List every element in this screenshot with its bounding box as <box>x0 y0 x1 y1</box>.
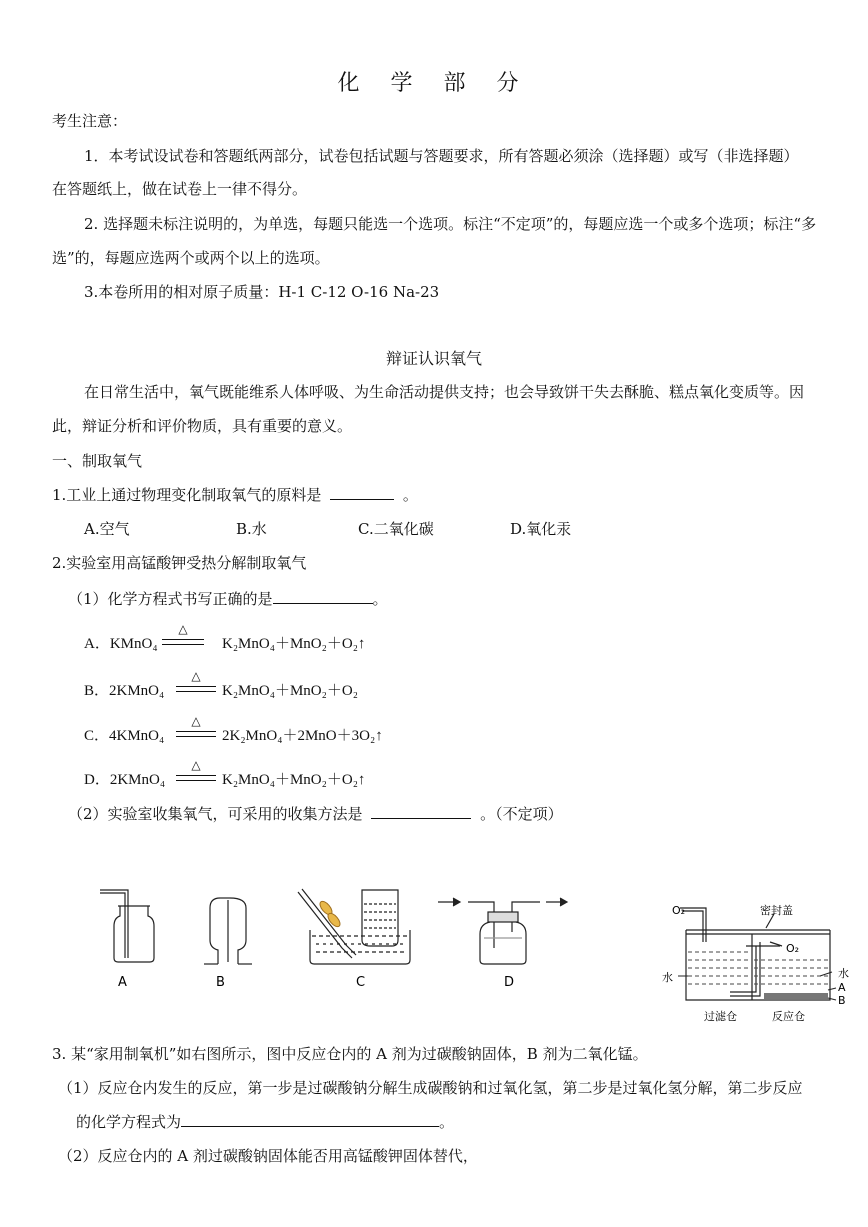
apparatus-d-bottle <box>438 898 567 964</box>
q2-opt-b-equals <box>176 686 216 692</box>
notice-item2-line2: 选”的，每题应选两个或两个以上的选项。 <box>52 249 330 267</box>
machine-label-b: B <box>838 994 846 1007</box>
q2-opt-a-right: K₂MnO₄＋MnO₂＋O₂↑ <box>222 636 366 652</box>
water-fill <box>688 952 828 984</box>
q2-opt-b-triangle: △ <box>191 669 201 683</box>
q2-opt-a-left: A．KMnO₄ <box>84 636 158 652</box>
q1-option-d: D.氧化汞 <box>510 520 572 538</box>
q2-opt-d-triangle: △ <box>191 758 201 772</box>
q2-stem: 2.实验室用高锰酸钾受热分解制取氧气 <box>52 554 307 572</box>
intro-line1: 在日常生活中，氧气既能维系人体呼吸、为生命活动提供支持；也会导致饼干失去酥脆、糕点氧化变质等。因 <box>84 383 805 401</box>
rubber-tube-icon-2 <box>326 911 342 928</box>
q1-option-b: B.水 <box>236 520 267 538</box>
oxygen-machine-diagram <box>660 900 860 1026</box>
machine-filter-bin: 过滤仓 <box>704 1010 737 1023</box>
q2-sub2-text: （2）实验室收集氧气，可采用的收集方法是 <box>68 805 363 823</box>
q2-opt-d-left: D．2KMnO₄ <box>84 772 166 788</box>
machine-label-a: A <box>838 981 846 994</box>
label-a-leader <box>828 988 836 990</box>
part1-heading: 一、制取氧气 <box>52 452 143 470</box>
apparatus-a-bottle <box>100 890 154 962</box>
q2-sub2-end: 。（不定项） <box>480 805 563 823</box>
q3-sub1-blank[interactable] <box>181 1112 439 1127</box>
apparatus-label-c: C <box>356 975 366 990</box>
reagent-layer <box>764 993 828 999</box>
machine-o2-inner: O₂ <box>786 942 800 955</box>
q2-opt-a-equals <box>162 639 204 645</box>
q2-opt-b-left: B．2KMnO₄ <box>84 683 165 699</box>
q2-sub1 <box>68 588 388 609</box>
intro-line2: 此，辩证分析和评价物质，具有重要的意义。 <box>52 417 353 435</box>
q2-sub2 <box>68 803 563 824</box>
q3-sub2: （2）反应仓内的 A 剂过碳酸钠固体能否用高锰酸钾固体替代， <box>58 1147 478 1165</box>
q2-opt-c-triangle: △ <box>191 714 201 728</box>
q1-stem <box>52 484 418 505</box>
q2-opt-d-right: K₂MnO₄＋MnO₂＋O₂↑ <box>222 772 366 788</box>
machine-reaction-bin: 反应仓 <box>772 1010 805 1023</box>
notice-item1-line1: 1．本考试设试卷和答题纸两部分，试卷包括试题与答题要求，所有答题必须涂（选择题）或写（非选择题） <box>84 147 799 165</box>
q2-sub1-text: （1）化学方程式书写正确的是 <box>68 590 273 608</box>
q2-opt-c-left: C．4KMnO₄ <box>84 728 165 744</box>
notice-item1-line2: 在答题纸上，做在试卷上一律不得分。 <box>52 180 308 198</box>
q1-option-a: A.空气 <box>84 520 130 538</box>
apparatus-c-trough <box>298 889 410 964</box>
q2-sub1-blank[interactable] <box>273 589 373 604</box>
q2-sub2-blank[interactable] <box>371 804 471 819</box>
machine-seal-cover: 密封盖 <box>760 904 793 917</box>
q1-stem-end: 。 <box>402 486 418 504</box>
q3-sub1-text: 的化学方程式为 <box>76 1113 182 1131</box>
machine-water-right: 水 <box>838 967 849 980</box>
machine-o2-outlet: O₂ <box>672 904 686 917</box>
q2-sub1-end: 。 <box>372 590 388 608</box>
machine-water-left: 水 <box>662 971 673 984</box>
apparatus-label-b: B <box>216 975 225 990</box>
q2-opt-d-equals <box>176 775 216 781</box>
q3-sub1-end: 。 <box>439 1113 455 1131</box>
q2-opt-c-right: 2K₂MnO₄＋2MnO＋3O₂↑ <box>222 728 383 744</box>
q1-stem-text: 1.工业上通过物理变化制取氧气的原料是 <box>52 486 322 504</box>
notice-heading: 考生注意： <box>52 112 128 130</box>
section-title: 辩证认识氧气 <box>385 349 482 368</box>
apparatus-b-bottle <box>204 898 252 964</box>
notice-item3: 3.本卷所用的相对原子质量：H-1 C-12 O-16 Na-23 <box>84 283 440 301</box>
notice-item2-line1: 2. 选择题未标注说明的，为单选，每题只能选一个选项。标注“不定项”的，每题应选一个或多个选项；标注“多 <box>84 215 817 233</box>
q3-sub1-line2 <box>76 1111 454 1132</box>
apparatus-label-d: D <box>504 975 515 990</box>
q2-opt-a-triangle: △ <box>178 622 188 636</box>
page-title: 化 学 部 分 <box>337 71 531 96</box>
q2-opt-c-equals <box>176 731 216 737</box>
q1-option-c: C.二氧化碳 <box>358 520 434 538</box>
apparatus-label-a: A <box>118 975 127 990</box>
q3-stem: 3. 某“家用制氧机”如右图所示，图中反应仓内的 A 剂为过碳酸钠固体，B 剂为二氧化锰。 <box>52 1045 648 1063</box>
q3-sub1-line1: （1）反应仓内发生的反应，第一步是过碳酸钠分解生成碳酸钠和过氧化氢，第二步是过氧化氢分解，第二步反应 <box>58 1079 803 1097</box>
q1-answer-blank[interactable] <box>330 485 394 500</box>
q2-opt-b-right: K₂MnO₄＋MnO₂＋O₂ <box>222 683 358 699</box>
gas-collection-apparatus <box>80 878 580 998</box>
